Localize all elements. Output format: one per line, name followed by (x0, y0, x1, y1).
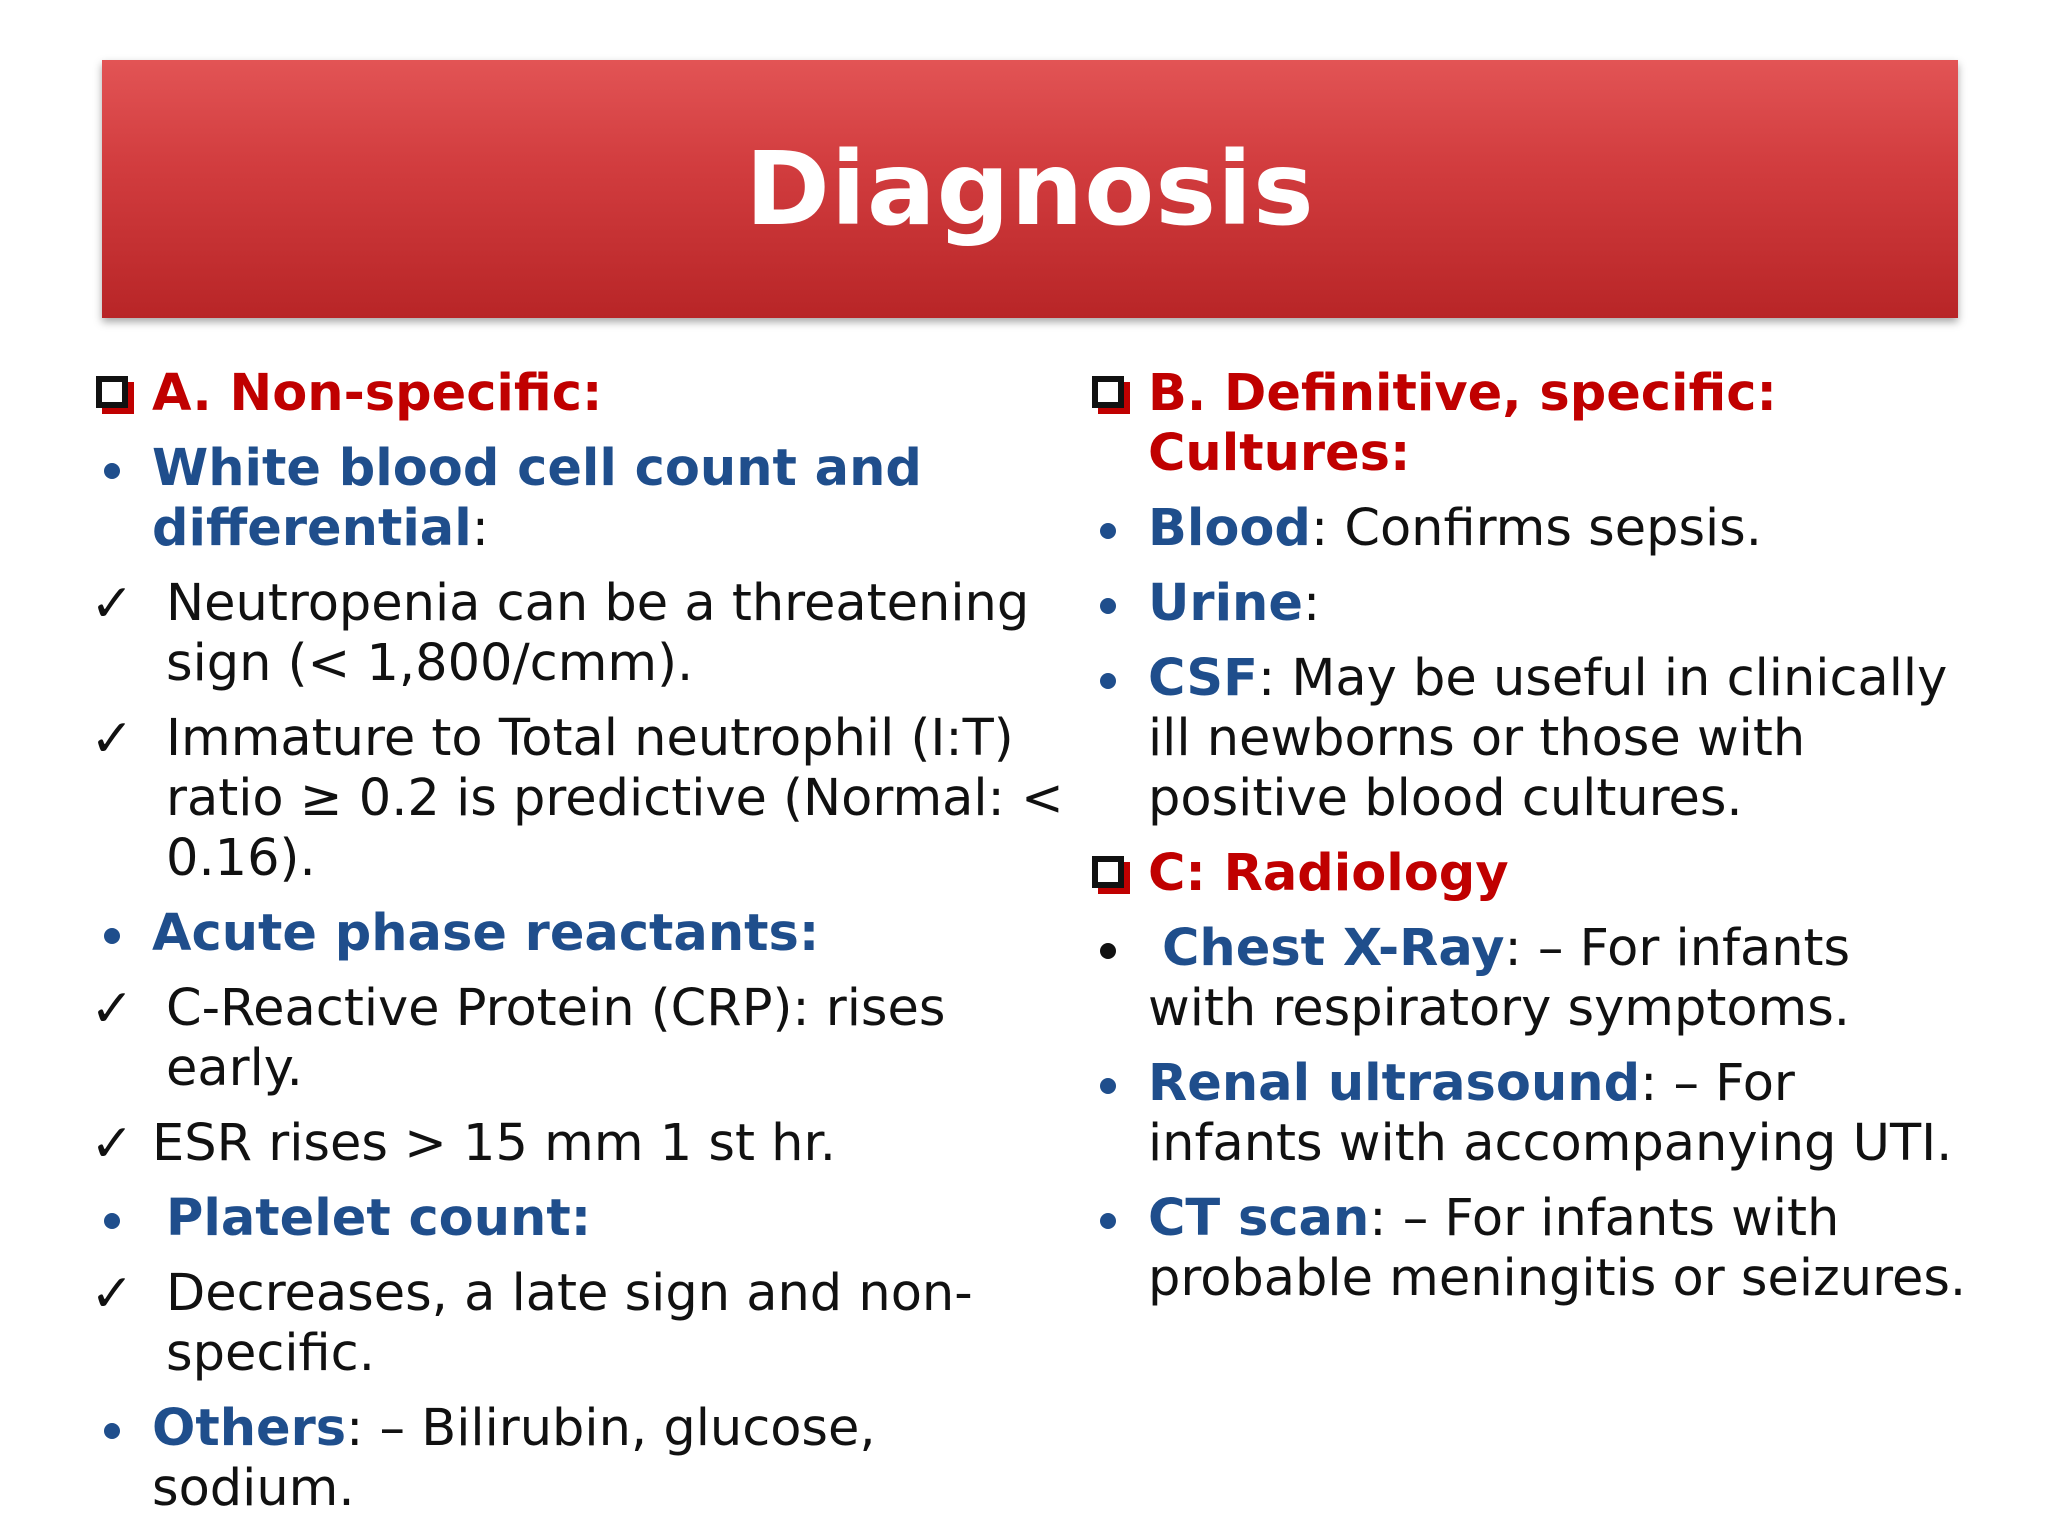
it-ratio-text: Immature to Total neutrophil (I:T) ratio ≥ 0.2 is predictive (Normal: < 0.16). (166, 709, 1064, 888)
wbc-row (72, 439, 1072, 559)
acute-phase-row (72, 904, 1072, 964)
esr-row (72, 1114, 1072, 1174)
chest-xray-row (1068, 919, 1968, 1039)
csf-text: : May be useful in clinically ill newborns or those with positive blood cultures. (1148, 649, 1948, 828)
section-b-heading-row (1068, 364, 1968, 484)
platelet-row (72, 1189, 1072, 1249)
platelet-label: Platelet count: (166, 1189, 592, 1248)
slide-title: Diagnosis (745, 129, 1315, 249)
renal-row (1068, 1054, 1968, 1174)
decreases-row (72, 1264, 1072, 1384)
others-label: Others (152, 1399, 347, 1458)
bullet-icon (104, 1213, 120, 1229)
crp-text: C-Reactive Protein (CRP): rises early. (166, 979, 946, 1098)
crp-row (72, 979, 1072, 1099)
section-a-heading: A. Non-specific: (152, 364, 603, 423)
ct-row (1068, 1189, 1968, 1309)
checkbox-bullet-icon (96, 376, 128, 408)
urine-text: : (1302, 574, 1321, 633)
section-a-heading-row (72, 364, 1072, 424)
blood-text: : Confirms sepsis. (1310, 499, 1762, 558)
urine-row (1068, 574, 1968, 634)
title-banner (102, 60, 1958, 318)
bullet-icon (104, 928, 120, 944)
wbc-label: White blood cell count and differential (152, 439, 922, 558)
esr-text: ESR rises > 15 mm 1 st hr. (152, 1114, 836, 1173)
bullet-icon (1100, 673, 1116, 689)
csf-row (1068, 649, 1968, 829)
bullet-icon (1100, 1078, 1116, 1094)
ct-label: CT scan (1148, 1189, 1370, 1248)
decreases-text: Decreases, a late sign and non-specific. (166, 1264, 973, 1383)
right-column (1068, 364, 1968, 1324)
renal-text: : – For infants with accompanying UTI. (1148, 1054, 1953, 1173)
checkmark-icon: ✓ (90, 979, 134, 1039)
ct-text: : – For infants with probable meningitis or seizures. (1148, 1189, 1967, 1308)
renal-label: Renal ultrasound (1148, 1054, 1641, 1113)
section-b-heading: B. Definitive, specific: Cultures: (1148, 364, 1777, 483)
others-text: : – Bilirubin, glucose, sodium. (152, 1399, 876, 1518)
checkbox-bullet-icon (1092, 856, 1124, 888)
wbc-suffix: : (471, 499, 489, 558)
bullet-icon (104, 1423, 120, 1439)
urine-label: Urine (1148, 574, 1303, 633)
neutropenia-text: Neutropenia can be a threatening sign (< 1,800/cmm). (166, 574, 1030, 693)
checkbox-bullet-icon (1092, 376, 1124, 408)
blood-row (1068, 499, 1968, 559)
bullet-icon (1100, 943, 1116, 959)
csf-label: CSF (1148, 649, 1258, 708)
chest-xray-label: Chest X-Ray (1162, 919, 1505, 978)
neutropenia-row (72, 574, 1072, 694)
blood-label: Blood (1148, 499, 1311, 558)
left-column (72, 364, 1072, 1534)
checkmark-icon: ✓ (90, 1114, 134, 1174)
checkmark-icon: ✓ (90, 574, 134, 634)
checkmark-icon: ✓ (90, 1264, 134, 1324)
bullet-icon (1100, 1213, 1116, 1229)
it-ratio-row (72, 709, 1072, 889)
chest-xray-text: : – For infants with respiratory symptoms. (1148, 919, 1851, 1038)
bullet-icon (1100, 598, 1116, 614)
checkmark-icon: ✓ (90, 709, 134, 769)
section-c-heading-row (1068, 844, 1968, 904)
acute-phase-label: Acute phase reactants: (152, 904, 820, 963)
section-c-heading: C: Radiology (1148, 844, 1509, 903)
bullet-icon (1100, 523, 1116, 539)
bullet-icon (104, 463, 120, 479)
others-row (72, 1399, 1072, 1519)
